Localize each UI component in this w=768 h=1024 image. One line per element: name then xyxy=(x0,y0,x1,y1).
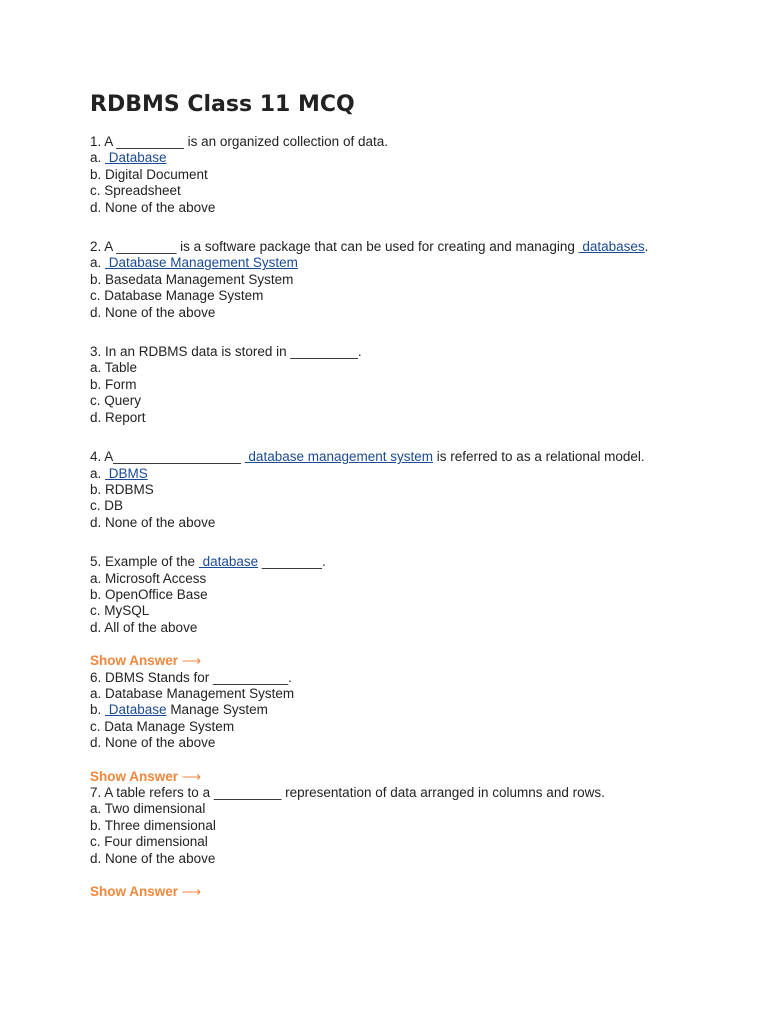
option-a: a. Database Management System xyxy=(90,685,295,701)
database-management-system-link[interactable]: database management system xyxy=(244,449,434,465)
document-page xyxy=(90,89,750,900)
database-management-system-link[interactable]: Database Management System xyxy=(105,255,298,271)
question-stem: 7. A table refers to a _________ representation of data arranged in columns and rows. xyxy=(90,785,605,800)
database-link[interactable]: Database xyxy=(105,150,167,166)
option-d: d. Report xyxy=(90,409,146,425)
option-d: d. None of the above xyxy=(90,199,216,215)
option-c: c. Data Manage System xyxy=(90,718,235,734)
option-a: a. Microsoft Access xyxy=(90,570,207,586)
option-b: b. OpenOffice Base xyxy=(90,586,208,602)
option-a xyxy=(90,466,750,482)
option-c: c. Spreadsheet xyxy=(90,183,181,199)
question-7 xyxy=(90,785,750,867)
option-c: c. MySQL xyxy=(90,603,150,619)
arrow-right-icon: ⟶ xyxy=(181,768,202,784)
show-answer-label: Show Answer xyxy=(90,653,179,669)
question-stem xyxy=(90,239,750,255)
option-text-end: Manage System xyxy=(166,702,268,718)
dbms-link[interactable]: DBMS xyxy=(105,465,148,481)
stem-text: 2. A ________ is a software package that can be used for creating and managing xyxy=(90,239,579,255)
databases-link[interactable]: databases xyxy=(578,239,645,255)
option-a: a. Two dimensional xyxy=(90,801,206,817)
option-d: d. None of the above xyxy=(90,850,216,866)
option-a xyxy=(90,150,750,166)
option-c: c. DB xyxy=(90,498,124,514)
question-stem: 1. A _________ is an organized collection of data. xyxy=(90,134,388,149)
option-a xyxy=(90,255,750,271)
option-prefix: a. xyxy=(90,255,106,271)
stem-text-end: . xyxy=(644,239,649,255)
show-answer-label: Show Answer xyxy=(90,884,179,900)
option-b: b. Form xyxy=(90,376,137,392)
option-b xyxy=(90,702,750,718)
question-stem: 3. In an RDBMS data is stored in _________. xyxy=(90,344,362,360)
stem-text-end: is referred to as a relational model. xyxy=(433,449,645,465)
stem-text-end: ________. xyxy=(258,554,326,570)
question-stem xyxy=(90,554,750,570)
option-prefix: a. xyxy=(90,150,106,166)
show-answer-label: Show Answer xyxy=(90,768,179,784)
option-d: d. None of the above xyxy=(90,304,216,320)
option-c: c. Query xyxy=(90,393,142,409)
question-stem: 6. DBMS Stands for __________. xyxy=(90,669,292,685)
option-b: b. Basedata Management System xyxy=(90,271,294,287)
option-d: d. All of the above xyxy=(90,619,198,635)
show-answer-button[interactable] xyxy=(90,653,750,669)
option-prefix: a. xyxy=(90,465,106,481)
option-b: b. Digital Document xyxy=(90,166,208,182)
option-d: d. None of the above xyxy=(90,514,216,530)
arrow-right-icon: ⟶ xyxy=(181,653,202,669)
question-6 xyxy=(90,670,750,752)
stem-text: 4. A_________________ xyxy=(90,449,245,465)
question-2 xyxy=(90,239,750,321)
question-3 xyxy=(90,344,750,426)
database-link[interactable]: database xyxy=(198,554,259,570)
question-4 xyxy=(90,449,750,531)
option-b: b. Three dimensional xyxy=(90,817,216,833)
option-d: d. None of the above xyxy=(90,735,216,751)
option-c: c. Four dimensional xyxy=(90,834,208,850)
option-a: a. Table xyxy=(90,360,138,376)
question-stem xyxy=(90,449,750,465)
arrow-right-icon: ⟶ xyxy=(181,884,202,900)
page-title: RDBMS Class 11 MCQ xyxy=(90,92,355,117)
stem-text: 5. Example of the xyxy=(90,554,199,570)
option-b: b. RDBMS xyxy=(90,481,154,497)
database-link[interactable]: Database xyxy=(105,702,167,718)
question-1 xyxy=(90,134,750,216)
option-prefix: b. xyxy=(90,702,106,718)
show-answer-button[interactable] xyxy=(90,884,750,900)
option-c: c. Database Manage System xyxy=(90,288,264,304)
question-5 xyxy=(90,554,750,636)
show-answer-button[interactable] xyxy=(90,769,750,785)
